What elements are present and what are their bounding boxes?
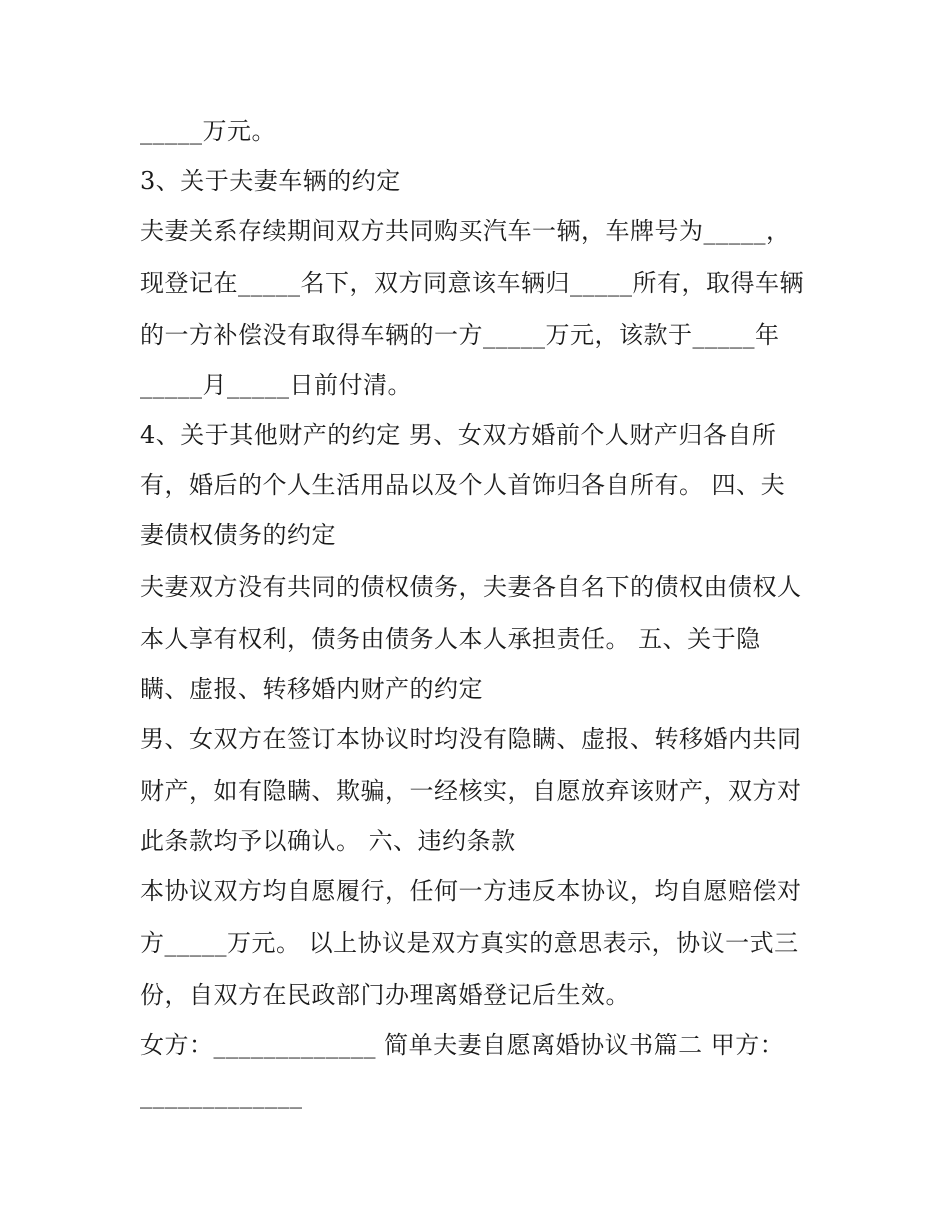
text-line-17: 方_____万元。 以上协议是双方真实的意思表示，协议一式三 — [140, 929, 799, 957]
text-line-9: 妻债权债务的约定 — [140, 521, 336, 549]
text-line-8: 有，婚后的个人生活用品以及个人首饰归各自所有。 四、夫 — [140, 471, 786, 499]
text-line-5: 的一方补偿没有取得车辆的一方_____万元，该款于_____年 — [140, 321, 780, 349]
text-line-1: _____万元。 — [140, 117, 276, 145]
text-line-15: 此条款均予以确认。 六、违约条款 — [140, 827, 516, 855]
text-line-14: 财产，如有隐瞒、欺骗，一经核实，自愿放弃该财产，双方对 — [140, 777, 802, 805]
text-line-13: 男、女双方在签订本协议时均没有隐瞒、虚报、转移婚内共同 — [140, 725, 802, 753]
text-line-16: 本协议双方均自愿履行，任何一方违反本协议，均自愿赔偿对 — [140, 877, 802, 905]
text-line-11: 本人享有权利，债务由债务人本人承担责任。 五、关于隐 — [140, 625, 761, 653]
section-heading-vehicle: 3、关于夫妻车辆的约定 — [140, 167, 401, 195]
text-line-12: 瞒、虚报、转移婚内财产的约定 — [140, 675, 483, 703]
text-line-4: 现登记在_____名下，双方同意该车辆归_____所有，取得车辆 — [140, 269, 804, 297]
text-line-19: 女方：_____________ 简单夫妻自愿离婚协议书篇二 甲方： — [140, 1031, 785, 1059]
text-line-18: 份，自双方在民政部门办理离婚登记后生效。 — [140, 981, 630, 1009]
text-line-10: 夫妻双方没有共同的债权债务，夫妻各自名下的债权由债权人 — [140, 573, 802, 601]
section-heading-other-property: 4、关于其他财产的约定 男、女双方婚前个人财产归各自所 — [140, 421, 777, 449]
text-line-6: _____月_____日前付清。 — [140, 371, 412, 399]
text-line-20: _____________ — [140, 1081, 303, 1109]
text-line-3: 夫妻关系存续期间双方共同购买汽车一辆，车牌号为_____， — [140, 217, 791, 245]
